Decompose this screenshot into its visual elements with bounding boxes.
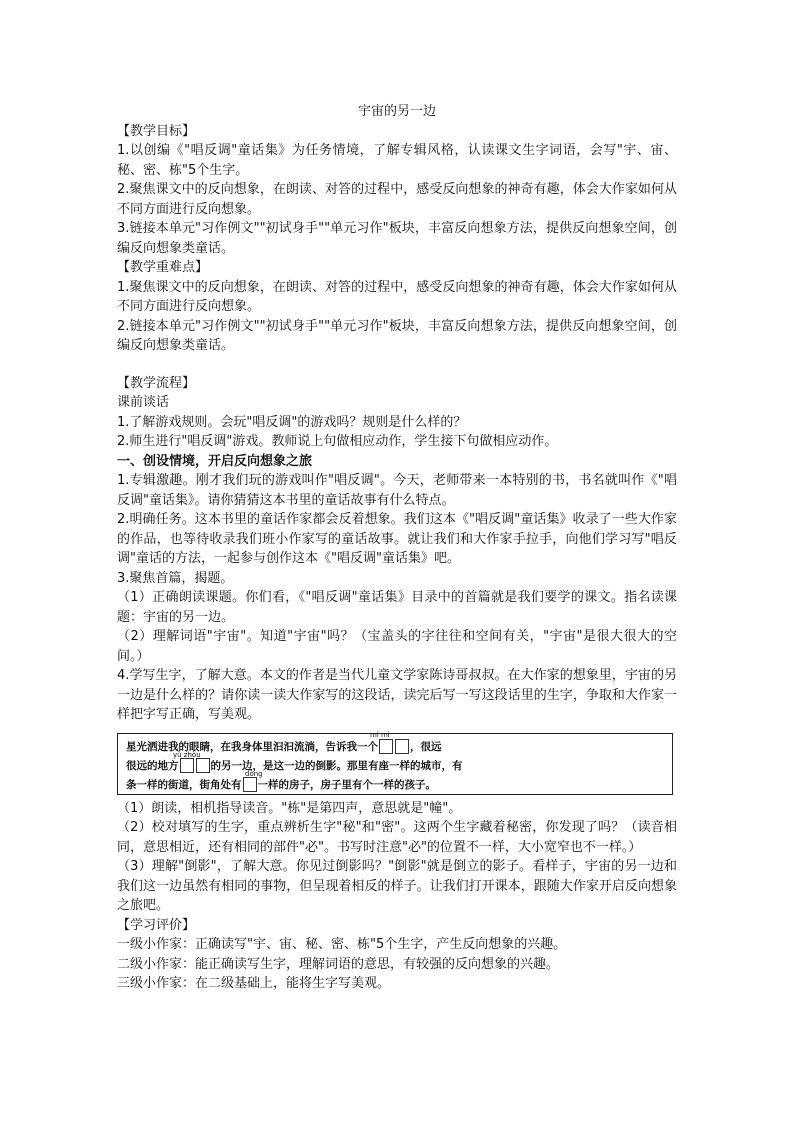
figure-text: 星光洒进我的眼睛，在我身体里汩汩流淌，告诉我一个 (126, 740, 378, 753)
section-one-item: （2）理解词语"宇宙"。知道"宇宙"吗？（宝盖头的字往往和空间有关，"宇宙"是很大很大的空间。） (117, 629, 677, 664)
section-heading-goals: 【教学目标】 (117, 123, 196, 139)
section-heading-flow: 【教学流程】 (117, 375, 196, 391)
figure-text: ，很远 (410, 740, 442, 753)
pinyin-dong: dòng (245, 769, 263, 778)
section-heading-evaluation: 【学习评价】 (117, 917, 196, 933)
blank-box (395, 739, 409, 754)
pre-talk-item: 2.师生进行"唱反调"游戏。教师说上句做相应动作，学生接下句做相应动作。 (117, 434, 558, 449)
section-one-item: （1）朗读，相机指导读音。"栋"是第四声，意思就是"幢"。 (117, 800, 462, 816)
section-heading-key-points: 【教学重难点】 (117, 260, 209, 275)
goal-item: 3.链接本单元"习作例文""初试身手""单元习作"板块，丰富反向想象方法，提供反向想象空间，创编反向想象类童话。 (117, 221, 677, 256)
document-body (117, 102, 677, 994)
figure-text: 很远的地方 (126, 759, 179, 772)
section-one-heading: 一、创设情境，开启反向想象之旅 (117, 453, 313, 469)
evaluation-item: 二级小作家：能正确读写生字，理解词语的意思，有较强的反向想象的兴趣。 (117, 956, 560, 972)
figure-text: 一样的房子，房子里有个一样的孩子。 (257, 778, 436, 791)
section-one-item: 1.专辑激趣。刚才我们玩的游戏叫作"唱反调"。今天，老师带来一本特别的书，书名就叫作《"唱反调"童话集》。请你猜猜这本书里的童话故事有什么特点。 (117, 473, 677, 508)
key-point-item: 2.链接本单元"习作例文""初试身手""单元习作"板块，丰富反向想象方法，提供反向想象空间，创编反向想象类童话。 (117, 318, 677, 353)
evaluation-item: 一级小作家：正确读写"宇、宙、秘、密、栋"5个生字，产生反向想象的兴趣。 (117, 937, 567, 952)
goal-item: 2.聚焦课文中的反向想象，在朗读、对答的过程中，感受反向想象的神奇有趣，体会大作家如何从不同方面进行反向想象。 (117, 182, 677, 217)
section-one-item: （3）理解"倒影"，了解大意。你见过倒影吗？"倒影"就是倒立的影子。看样子，宇宙的另一边和我们这一边虽然有相同的事物，但呈现着相反的样子。让我们打开课本，跟随大作家开启反向想象之旅吧。 (117, 859, 677, 913)
figure-text: 条一样的街道，街角处有 (126, 778, 242, 791)
spacer (117, 356, 677, 374)
section-one-item: （2）校对填写的生字，重点辨析生字"秘"和"密"。这两个生字藏着秘密，你发现了吗？（读音相同，意思相近，还有相同的部件"必"。书写时注意"必"的位置不一样，大小宽窄也不一样。） (117, 820, 677, 855)
blank-box (180, 758, 194, 773)
evaluation-item: 三级小作家：在二级基础上，能将生字写美观。 (117, 976, 391, 991)
blank-box (196, 758, 210, 773)
exercise-figure (117, 730, 673, 795)
pinyin-mimi: mì mì (370, 730, 390, 739)
figure-line-3 (126, 775, 436, 795)
blank-box (243, 777, 257, 792)
key-point-item: 1.聚焦课文中的反向想象，在朗读、对答的过程中，感受反向想象的神奇有趣，体会大作家如何从不同方面进行反向想象。 (117, 279, 677, 314)
figure-line-2 (126, 756, 463, 776)
figure-text: 的另一边，是这一边的倒影。那里有座一样的城市，有 (210, 759, 463, 772)
blank-box (379, 739, 393, 754)
pinyin-yuzhou: yǔ zhòu (173, 750, 201, 759)
section-one-item: （1）正确朗读课题。你们看，《"唱反调"童话集》目录中的首篇就是我们要学的课文。指名读课题：宇宙的另一边。 (117, 590, 677, 625)
section-one-item: 3.聚焦首篇，揭题。 (117, 570, 234, 586)
pre-talk-item: 1.了解游戏规则。会玩"唱反调"的游戏吗？规则是什么样的？ (117, 414, 467, 430)
pre-talk-heading: 课前谈话 (117, 395, 170, 410)
goal-item: 1.以创编《"唱反调"童话集》为任务情境，了解专辑风格，认读课文生字词语，会写"宇、宙、秘、密、栋"5个生字。 (117, 143, 677, 178)
page-title: 宇宙的另一边 (357, 104, 436, 119)
section-one-item: 4.学写生字，了解大意。本文的作者是当代儿童文学家陈诗哥叔叔。在大作家的想象里，宇宙的另一边是什么样的？请你读一读大作家写的这段话，读完后写一写这段话里的生字，争取和大作家一样把字写正确，写美观。 (117, 668, 677, 722)
section-one-item: 2.明确任务。这本书里的童话作家都会反着想象。我们这本《"唱反调"童话集》收录了一些大作家的作品，也等待收录我们班小作家写的童话故事。就让我们和大作家手拉手，向他们学习写"唱反调"童话的方法，一起参与创作这本《"唱反调"童话集》吧。 (117, 512, 677, 566)
